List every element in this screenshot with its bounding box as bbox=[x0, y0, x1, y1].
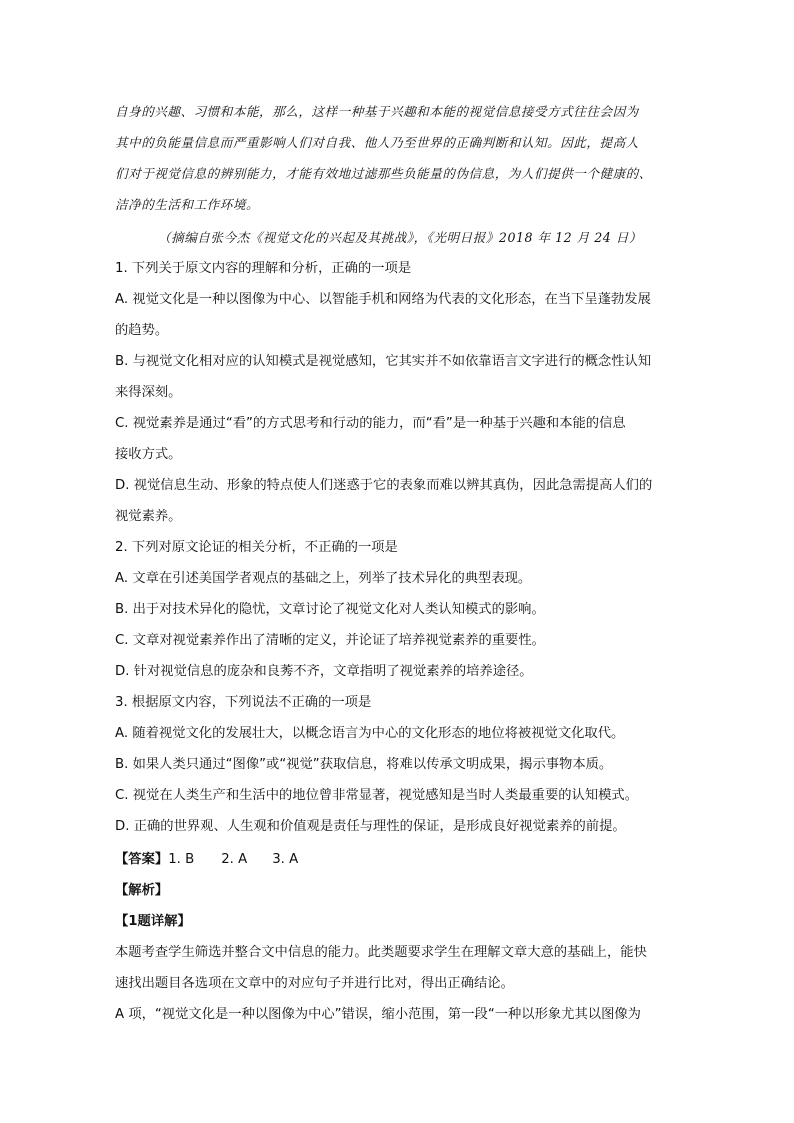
q1-option-d: D. 视觉信息生动、形象的特点使人们迷惑于它的表象而难以辨其真伪，因此急需提高人们的 bbox=[115, 478, 653, 493]
q1-option-c-cont: 接收方式。 bbox=[115, 447, 182, 462]
q3-option-d: D. 正确的世界观、人生观和价值观是责任与理性的保证，是形成良好视觉素养的前提。 bbox=[115, 819, 626, 834]
analysis-label: 【解析】 bbox=[115, 883, 169, 898]
answer-2: 2. A bbox=[221, 852, 248, 867]
q2-option-b: B. 出于对技术异化的隐忧，文章讨论了视觉文化对人类认知模式的影响。 bbox=[115, 602, 545, 617]
answer-3: 3. A bbox=[272, 852, 299, 867]
q2-option-a: A. 文章在引述美国学者观点的基础之上，列举了技术异化的典型表现。 bbox=[115, 571, 532, 586]
q3-option-b: B. 如果人类只通过“图像”或“视觉”获取信息，将难以传承文明成果，揭示事物本质。 bbox=[115, 757, 613, 772]
answer-line bbox=[115, 850, 298, 870]
passage-source: （摘编自张今杰《视觉文化的兴起及其挑战》，《光明日报》2018 年 12 月 24 日） bbox=[158, 230, 642, 245]
q2-option-d: D. 针对视觉信息的庞杂和良莠不齐，文章指明了视觉素养的培养途径。 bbox=[115, 664, 533, 679]
passage-line-2: 其中的负能量信息而严重影响人们对自我、他人乃至世界的正确判断和认知。因此，提高人 bbox=[115, 135, 639, 150]
analysis-para-3: A 项，“视觉文化是一种以图像为中心”错误，缩小范围，第一段“一种以形象尤其以图像为 bbox=[115, 1007, 641, 1022]
passage-line-1: 自身的兴趣、习惯和本能，那么，这样一种基于兴趣和本能的视觉信息接受方式往往会因为 bbox=[115, 104, 639, 119]
passage-line-3: 们对于视觉信息的辨别能力，才能有效地过滤那些负能量的伪信息，为人们提供一个健康的、 bbox=[115, 166, 652, 181]
q1-option-b-cont: 来得深刻。 bbox=[115, 385, 182, 400]
q1-option-b: B. 与视觉文化相对应的认知模式是视觉感知，它其实并不如依靠语言文字进行的概念性认知 bbox=[115, 354, 652, 369]
question-3-stem: 3. 根据原文内容，下列说法不正确的一项是 bbox=[115, 695, 372, 710]
question-1-stem: 1. 下列关于原文内容的理解和分析，正确的一项是 bbox=[115, 261, 412, 276]
q1-option-d-cont: 视觉素养。 bbox=[115, 509, 182, 524]
passage-line-4: 洁净的生活和工作环境。 bbox=[115, 197, 260, 212]
analysis-para-1: 本题考查学生筛选并整合文中信息的能力。此类题要求学生在理解文章大意的基础上，能快 bbox=[115, 945, 647, 960]
analysis-para-2: 速找出题目各选项在文章中的对应句子并进行比对，得出正确结论。 bbox=[115, 976, 514, 991]
answer-label: 【答案】 bbox=[115, 852, 169, 867]
q2-option-c: C. 文章对视觉素养作出了清晰的定义，并论证了培养视觉素养的重要性。 bbox=[115, 633, 545, 648]
q1-option-a: A. 视觉文化是一种以图像为中心、以智能手机和网络为代表的文化形态，在当下呈蓬勃发展 bbox=[115, 292, 651, 307]
question-2-stem: 2. 下列对原文论证的相关分析，不正确的一项是 bbox=[115, 540, 398, 555]
q1-option-a-cont: 的趋势。 bbox=[115, 323, 169, 338]
q3-option-a: A. 随着视觉文化的发展壮大，以概念语言为中心的文化形态的地位将被视觉文化取代。 bbox=[115, 726, 625, 741]
q3-option-c: C. 视觉在人类生产和生活中的地位曾非常显著，视觉感知是当时人类最重要的认知模式。 bbox=[115, 788, 639, 803]
analysis-sub-1: 【1题详解】 bbox=[115, 914, 191, 929]
answer-1: 1. B bbox=[168, 852, 195, 867]
q1-option-c: C. 视觉素养是通过“看”的方式思考和行动的能力，而“看”是一种基于兴趣和本能的信息 bbox=[115, 416, 626, 431]
